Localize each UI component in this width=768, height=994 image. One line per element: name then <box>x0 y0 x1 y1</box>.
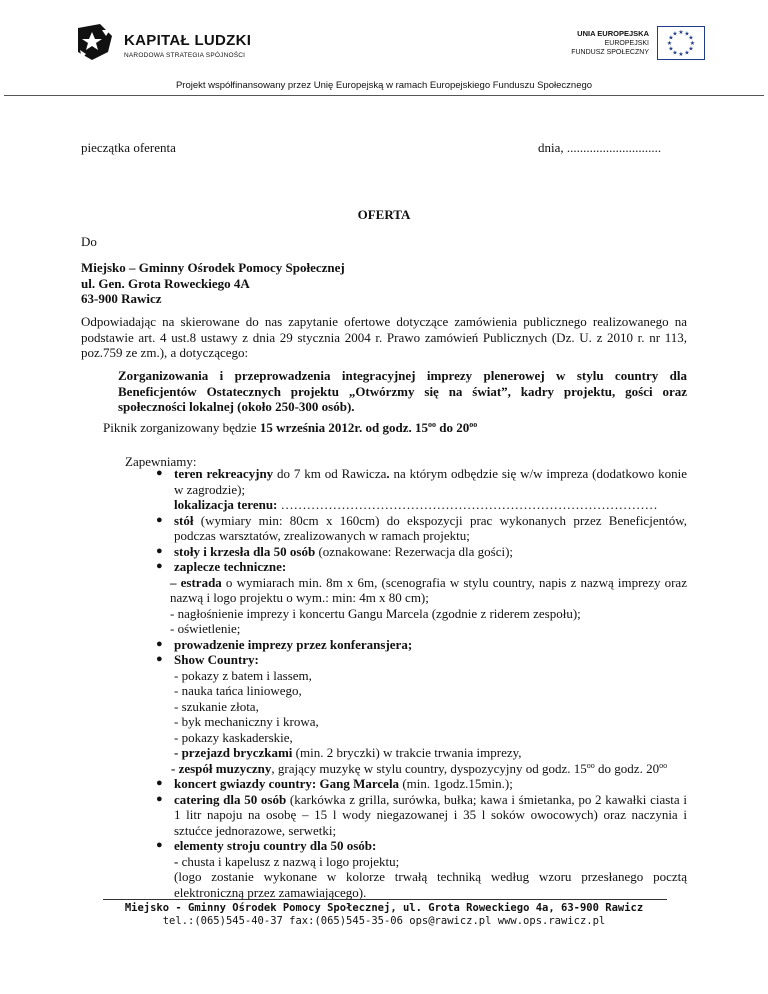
bullet-icon: ● <box>156 839 163 851</box>
item-concert-title: koncert gwiazdy country: Gang Marcela <box>174 776 400 791</box>
svg-text:★: ★ <box>678 51 684 58</box>
show-sub7-sup1: oo <box>586 760 595 770</box>
technical-lighting: - oświetlenie; <box>170 621 241 636</box>
stamp-label: pieczątka oferenta <box>81 140 176 155</box>
costume-sub1 <box>174 854 687 870</box>
footer-line1: Miejsko - Gminny Ośrodek Pomocy Społecznej, ul. Grota Roweckiego 4a, 63-900 Rawicz <box>124 902 644 914</box>
costume-sub2: (logo zostanie wykonane w kolorze trwałą techniką według wzoru przesłanego pocztą elektroniczną przez zamawiającego). <box>174 869 687 900</box>
show-sub6-title: - przejazd bryczkami <box>174 745 293 760</box>
item-catering-title: catering dla 50 osób <box>174 791 287 807</box>
item-tables-chairs-title: stoły i krzesła dla 50 osób <box>174 543 316 559</box>
item-terrain-text2: na którym odbędzie się w/w impreza (dodatkowo konie w zagrodzie); <box>174 466 687 497</box>
show-sub7-text: , grający muzykę w stylu country, dyspozycyjny od godz. 15 <box>271 760 587 776</box>
eu-logo-line3: FUNDUSZ SPOŁECZNY <box>571 49 649 56</box>
svg-text:★: ★ <box>688 34 694 42</box>
location-label: lokalizacja terenu: <box>174 497 278 512</box>
costume-sub1-dash: - <box>174 853 179 869</box>
technical-sound: - nagłośnienie imprezy i koncertu Gangu Marcela (zgodnie z riderem zespołu); <box>170 605 581 621</box>
eu-logo <box>555 24 705 64</box>
show-sub7-sup2: oo <box>659 760 668 770</box>
item-show-title: Show Country: <box>174 652 259 667</box>
kapital-ludzki-emblem-icon <box>72 22 118 62</box>
svg-text:★: ★ <box>688 45 694 53</box>
list-item-technical <box>156 559 687 575</box>
picnic-prefix: Piknik zorganizowany będzie <box>103 420 260 435</box>
svg-text:★: ★ <box>666 40 673 47</box>
item-catering-text: (karkówka z grilla, surówka, bułka; kawa i śmietanka, po 2 kawałki ciasta i 1 litr napoju na osobę – 15 l wody niegazowanej i 35 l soków owocowych) oraz naczynia i sztućce jednorazowe, serwetki; <box>174 791 687 838</box>
item-table-text: (wymiary min: 80cm x 160cm) do ekspozycji prac wykonanych przez Beneficjentów, podczas warsztatów, zrealizowanych w ramach projektu; <box>174 512 687 543</box>
item-terrain-text: do 7 km od Rawicza <box>273 466 387 481</box>
show-sub5: - pokazy kaskaderskie, <box>174 729 293 745</box>
svg-text:★: ★ <box>689 40 696 47</box>
footer <box>0 902 768 928</box>
bullet-icon: ● <box>156 560 163 572</box>
bullet-icon: ● <box>156 653 163 665</box>
addressee-line1: Miejsko – Gminny Ośrodek Pomocy Społecznej <box>81 260 345 275</box>
intro-paragraph: Odpowiadając na skierowane do nas zapytanie ofertowe dotyczące zamówienia publicznego realizowanego na podstawie art. 4 ust.8 ustawy z dnia 29 stycznia 2004 r. Prawo zamówień Publicznych (Dz. U. z 2010 r. nr 113, poz.759 ze zm.), a dotyczącego: <box>81 314 687 360</box>
addressee-line3: 63-900 Rawicz <box>81 291 162 306</box>
bullet-icon: ● <box>156 777 163 789</box>
location-dots: …………………………………………………………………………… <box>277 497 658 512</box>
to-label: Do <box>81 234 97 249</box>
item-terrain-title: teren rekreacyjny <box>174 466 274 481</box>
technical-stage <box>170 575 687 606</box>
kapital-ludzki-logo <box>72 22 272 62</box>
footer-divider <box>103 899 667 900</box>
list-item-terrain: ● teren rekreacyjny do 7 km od Rawicza. na którym odbędzie się w/w impreza (dodatkowo konie w zagrodzie); <box>156 466 687 497</box>
show-sub6 <box>174 745 687 761</box>
technical-stage-title: – estrada <box>170 574 222 590</box>
technical-stage-text: o wymiarach min. 8m x 6m, (scenografia w stylu country, napis z nazwą imprezy oraz nazwą i logo projektu o wym.: min: 4m x 80 cm); <box>170 574 687 605</box>
bullet-icon: ● <box>156 544 163 557</box>
show-sub4: - byk mechaniczny i krowa, <box>174 714 319 729</box>
picnic-date: 15 września 2012r. od godz. 15 <box>259 420 428 435</box>
svg-text:★: ★ <box>684 49 690 57</box>
list-item-costume <box>156 838 687 854</box>
item-technical-title: zaplecze techniczne: <box>174 559 287 574</box>
list-item-concert <box>156 776 687 792</box>
show-sub7 <box>171 761 687 777</box>
item-host-title: prowadzenie imprezy przez konferansjera; <box>174 636 413 652</box>
picnic-sup1: oo <box>427 420 436 429</box>
logo-left-subtitle: NARODOWA STRATEGIA SPÓJNOŚCI <box>124 52 246 59</box>
show-sub6-text: (min. 2 bryczki) w trakcie trwania imprezy, <box>292 745 522 760</box>
list-item-tables-chairs <box>156 543 687 560</box>
item-concert-text: (min. 1godz.15min.); <box>399 776 513 791</box>
picnic-sup2: oo <box>469 420 478 429</box>
picnic-line <box>103 420 477 436</box>
show-sub3: - szukanie złota, <box>174 698 259 714</box>
bullet-icon: ● <box>156 637 163 650</box>
bullet-icon: ● <box>156 467 163 479</box>
show-sub7-mid: do godz. 20 <box>594 760 660 776</box>
show-sub7-title: - zespół muzyczny <box>171 760 272 776</box>
addressee <box>81 260 345 307</box>
addressee-line2: ul. Gen. Grota Roweckiego 4A <box>81 275 250 291</box>
project-cofinance-line: Projekt współfinansowany przez Unię Europejską w ramach Europejskiego Funduszu Społecznego <box>175 80 593 91</box>
subject-paragraph: Zorganizowania i przeprowadzenia integracyjnej imprezy plenerowej w stylu country dla Beneficjentów Ostatecznych projektu „Otwórzmy się na świat”, kadry projektu, gości oraz społeczności lokalnej (około 250-300 osób). <box>118 368 687 414</box>
bullet-icon: ● <box>156 513 163 526</box>
footer-line2: tel.:(065)545-40-37 fax:(065)545-35-06 ops@rawicz.pl www.ops.rawicz.pl <box>162 915 606 927</box>
show-sub2: - nauka tańca liniowego, <box>174 683 302 698</box>
svg-text:★: ★ <box>668 45 674 53</box>
svg-text:★: ★ <box>684 30 690 38</box>
eu-logo-line1: UNIA EUROPEJSKA <box>577 29 649 38</box>
picnic-mid: do 20 <box>435 420 470 435</box>
date-label: dnia, ............................. <box>538 140 662 155</box>
logo-left-title: KAPITAŁ LUDZKI <box>124 32 252 49</box>
document-title: OFERTA <box>357 207 411 222</box>
list-item-host <box>156 636 687 653</box>
svg-text:★: ★ <box>668 34 674 42</box>
header-divider <box>4 95 764 96</box>
eu-flag-icon <box>657 26 705 60</box>
bullet-icon: ● <box>156 792 163 805</box>
list-item-show <box>156 652 687 668</box>
show-sub1: - pokazy z batem i lassem, <box>174 667 312 683</box>
provide-label: Zapewniamy: <box>125 454 197 469</box>
svg-text:★: ★ <box>672 49 678 57</box>
provided-items-list <box>156 466 687 900</box>
eu-logo-line2: EUROPEJSKI <box>604 40 649 47</box>
item-table-title: stół <box>174 512 194 528</box>
svg-text:★: ★ <box>672 30 678 38</box>
location-line <box>174 497 687 513</box>
list-item-catering <box>156 791 687 839</box>
list-item-table <box>156 512 687 544</box>
item-tables-chairs-text: (oznakowane: Rezerwacja dla gości); <box>315 543 514 559</box>
item-costume-title: elementy stroju country dla 50 osób: <box>174 838 377 853</box>
costume-sub1-text: chusta i kapelusz z nazwą i logo projektu; <box>178 853 400 869</box>
svg-text:★: ★ <box>678 29 684 36</box>
